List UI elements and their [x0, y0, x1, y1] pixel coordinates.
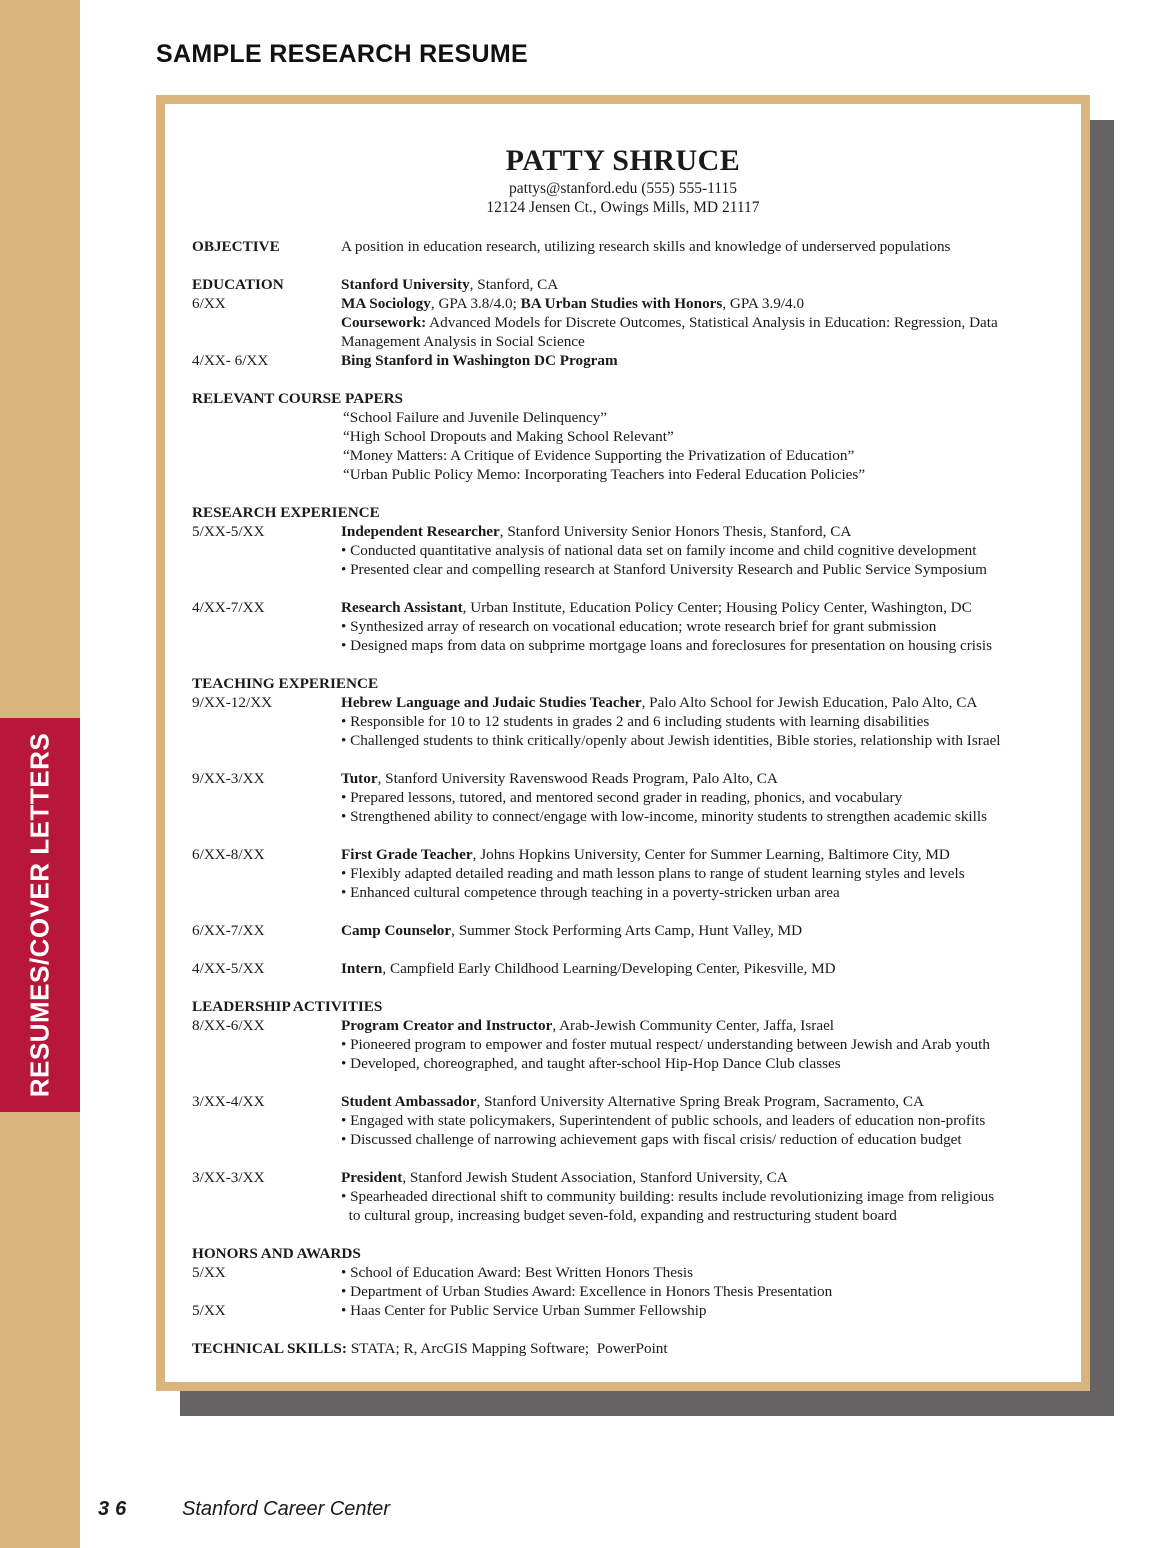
job-bullet: • Conducted quantitative analysis of national data set on family income and child cognitive development [341, 542, 977, 559]
job-bullet: • Discussed challenge of narrowing achievement gaps with fiscal crisis/ reduction of education budget [341, 1131, 962, 1148]
paper-item: “Urban Public Policy Memo: Incorporating Teachers into Federal Education Policies” [343, 466, 866, 483]
contact-email-phone: pattys@stanford.edu (555) 555-1115 [509, 180, 737, 197]
job-date: 6/XX-8/XX [192, 846, 265, 863]
technical-skills: TECHNICAL SKILLS: STATA; R, ArcGIS Mapping Software; PowerPoint [192, 1340, 668, 1357]
job-date: 6/XX-7/XX [192, 922, 265, 939]
job-bullet: • Strengthened ability to connect/engage with low-income, minority students to strengthen academic skills [341, 808, 987, 825]
job-bullet: • Responsible for 10 to 12 students in grades 2 and 6 including students with learning disabilities [341, 713, 930, 730]
resume-frame [156, 95, 1090, 1391]
job-bullet: • Enhanced cultural competence through teaching in a poverty-stricken urban area [341, 884, 840, 901]
page-heading: SAMPLE RESEARCH RESUME [156, 40, 528, 68]
job-title-line: Tutor, Stanford University Ravenswood Reads Program, Palo Alto, CA [341, 770, 778, 787]
job-bullet: • Challenged students to think critically/openly about Jewish identities, Bible stories, relationship with Israel [341, 732, 1001, 749]
job-date: 8/XX-6/XX [192, 1017, 265, 1034]
education-date-1: 6/XX [192, 295, 226, 312]
job-bullet: • Engaged with state policymakers, Superintendent of public schools, and leaders of education non-profits [341, 1112, 986, 1129]
honor-date: 5/XX [192, 1264, 226, 1281]
honor-item: • School of Education Award: Best Written Honors Thesis [341, 1264, 694, 1281]
job-title-line: Hebrew Language and Judaic Studies Teacher, Palo Alto School for Jewish Education, Palo Alto, CA [341, 694, 978, 711]
leadership-heading: LEADERSHIP ACTIVITIES [192, 998, 383, 1015]
job-bullet: • Pioneered program to empower and foster mutual respect/ understanding between Jewish and Arab youth [341, 1036, 990, 1053]
education-coursework: Coursework: Advanced Models for Discrete Outcomes, Statistical Analysis in Education: Regression, Data [341, 314, 998, 331]
resume-paper [165, 104, 1081, 1382]
page-number: 36 [98, 1498, 133, 1520]
education-degrees: MA Sociology, GPA 3.8/4.0; BA Urban Studies with Honors, GPA 3.9/4.0 [341, 295, 805, 312]
education-school: Stanford University, Stanford, CA [341, 276, 559, 293]
education-heading: EDUCATION [192, 276, 284, 293]
honor-item: • Department of Urban Studies Award: Excellence in Honors Thesis Presentation [341, 1283, 833, 1300]
objective-text: A position in education research, utilizing research skills and knowledge of underserved populations [341, 238, 951, 255]
job-title-line: Student Ambassador, Stanford University Alternative Spring Break Program, Sacramento, CA [341, 1093, 924, 1110]
job-title-line: Intern, Campfield Early Childhood Learning/Developing Center, Pikesville, MD [341, 960, 836, 977]
job-date: 9/XX-3/XX [192, 770, 265, 787]
job-bullet: • Synthesized array of research on vocational education; wrote research brief for grant submission [341, 618, 937, 635]
job-bullet: • Flexibly adapted detailed reading and math lesson plans to range of student learning styles and levels [341, 865, 965, 882]
section-tab-label: RESUMES/COVER LETTERS [24, 732, 55, 1098]
resume-name: PATTY SHRUCE [505, 144, 741, 177]
contact-address: 12124 Jensen Ct., Owings Mills, MD 21117 [486, 199, 760, 216]
teaching-heading: TEACHING EXPERIENCE [192, 675, 379, 692]
paper-item: “Money Matters: A Critique of Evidence Supporting the Privatization of Education” [343, 447, 855, 464]
objective-heading: OBJECTIVE [192, 238, 280, 255]
job-bullet: • Spearheaded directional shift to community building: results include revolutionizing image from religious [341, 1188, 995, 1205]
education-coursework-cont: Management Analysis in Social Science [341, 333, 585, 350]
job-date: 3/XX-3/XX [192, 1169, 265, 1186]
job-title-line: Camp Counselor, Summer Stock Performing Arts Camp, Hunt Valley, MD [341, 922, 803, 939]
job-date: 3/XX-4/XX [192, 1093, 265, 1110]
paper-item: “School Failure and Juvenile Delinquency” [343, 409, 608, 426]
education-program: Bing Stanford in Washington DC Program [341, 352, 618, 369]
honors-heading: HONORS AND AWARDS [192, 1245, 361, 1262]
job-date: 4/XX-7/XX [192, 599, 265, 616]
job-bullet: • Presented clear and compelling research at Stanford University Research and Public Service Symposium [341, 561, 987, 578]
job-title-line: Research Assistant, Urban Institute, Education Policy Center; Housing Policy Center, Washington, DC [341, 599, 972, 616]
research-heading: RESEARCH EXPERIENCE [192, 504, 380, 521]
job-bullet: to cultural group, increasing budget seven-fold, expanding and restructuring student board [341, 1207, 897, 1224]
papers-heading: RELEVANT COURSE PAPERS [192, 390, 403, 407]
job-date: 9/XX-12/XX [192, 694, 273, 711]
education-date-2: 4/XX- 6/XX [192, 352, 269, 369]
job-bullet: • Designed maps from data on subprime mortgage loans and foreclosures for presentation on housing crisis [341, 637, 993, 654]
job-bullet: • Developed, choreographed, and taught after-school Hip-Hop Dance Club classes [341, 1055, 841, 1072]
footer-title: Stanford Career Center [182, 1498, 390, 1520]
honor-date: 5/XX [192, 1302, 226, 1319]
paper-item: “High School Dropouts and Making School Relevant” [343, 428, 674, 445]
job-title-line: First Grade Teacher, Johns Hopkins University, Center for Summer Learning, Baltimore City, MD [341, 846, 950, 863]
job-title-line: President, Stanford Jewish Student Association, Stanford University, CA [341, 1169, 788, 1186]
job-title-line: Program Creator and Instructor, Arab-Jewish Community Center, Jaffa, Israel [341, 1017, 835, 1034]
job-bullet: • Prepared lessons, tutored, and mentored second grader in reading, phonics, and vocabulary [341, 789, 903, 806]
job-title-line: Independent Researcher, Stanford University Senior Honors Thesis, Stanford, CA [341, 523, 852, 540]
job-date: 4/XX-5/XX [192, 960, 265, 977]
honor-item: • Haas Center for Public Service Urban Summer Fellowship [341, 1302, 707, 1319]
job-date: 5/XX-5/XX [192, 523, 265, 540]
